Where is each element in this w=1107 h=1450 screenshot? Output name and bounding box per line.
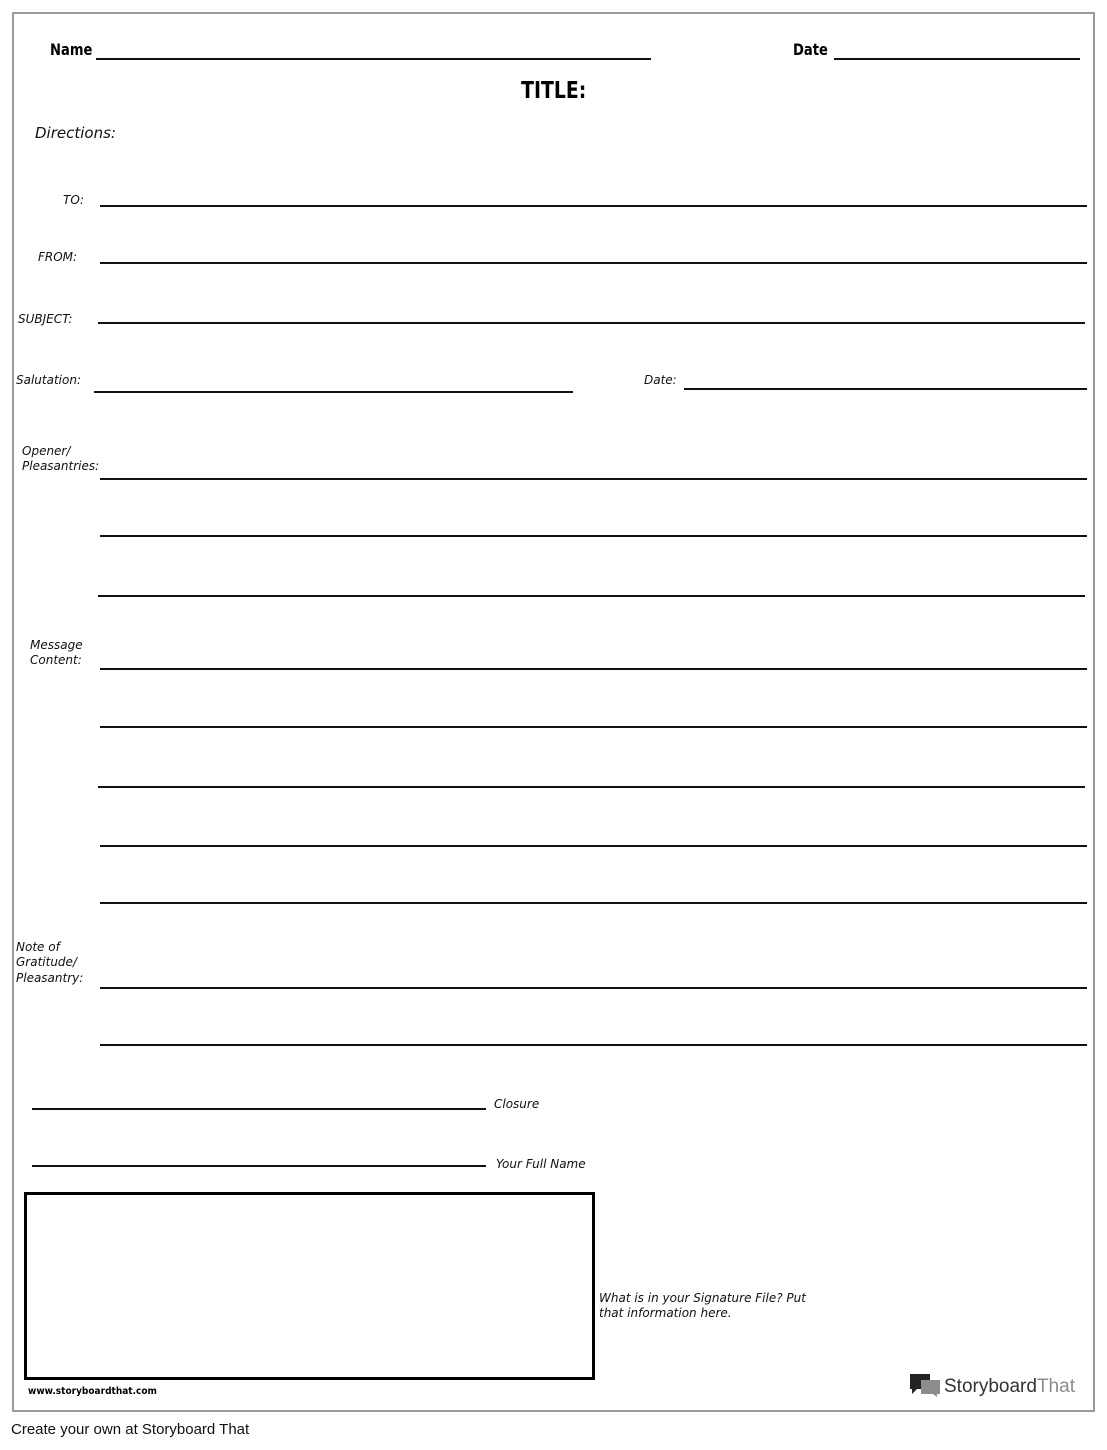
message-line-5[interactable] — [100, 902, 1087, 904]
storyboard-chat-icon — [908, 1372, 942, 1403]
note-label-line3: Pleasantry: — [16, 971, 84, 985]
signature-box[interactable] — [24, 1192, 595, 1380]
closure-line[interactable] — [32, 1108, 486, 1110]
note-label-line2: Gratitude/ — [16, 955, 77, 969]
closure-label: Closure — [494, 1097, 540, 1111]
to-label: TO: — [63, 193, 85, 207]
message-label-line1: Message — [30, 638, 83, 652]
to-line[interactable] — [100, 205, 1087, 207]
signature-prompt-line1: What is in your Signature File? Put — [599, 1291, 806, 1305]
note-line-1[interactable] — [100, 987, 1087, 989]
opener-line-3[interactable] — [98, 595, 1085, 597]
message-line-3[interactable] — [98, 786, 1085, 788]
salutation-label: Salutation: — [16, 373, 81, 387]
note-label-line1: Note of — [16, 940, 60, 954]
from-label: FROM: — [38, 250, 78, 264]
date-line[interactable] — [834, 58, 1080, 60]
message-line-4[interactable] — [100, 845, 1087, 847]
message-line-1[interactable] — [100, 668, 1087, 670]
date-label: Date — [793, 40, 828, 59]
page-title: TITLE: — [520, 78, 587, 104]
note-line-2[interactable] — [100, 1044, 1087, 1046]
subject-label: SUBJECT: — [18, 312, 73, 326]
full-name-line[interactable] — [32, 1165, 486, 1167]
from-line[interactable] — [100, 262, 1087, 264]
name-label: Name — [50, 40, 93, 59]
site-watermark: www.storyboardthat.com — [28, 1386, 157, 1397]
full-name-label: Your Full Name — [496, 1157, 586, 1171]
letter-date-line[interactable] — [684, 388, 1087, 390]
letter-date-label: Date: — [644, 373, 677, 387]
name-line[interactable] — [96, 58, 651, 60]
subject-line[interactable] — [98, 322, 1085, 324]
opener-label-line1: Opener/ — [22, 444, 71, 458]
brand-logo — [908, 1373, 1075, 1401]
opener-line-2[interactable] — [100, 535, 1087, 537]
opener-line-1[interactable] — [100, 478, 1087, 480]
message-line-2[interactable] — [100, 726, 1087, 728]
directions-label: Directions: — [35, 124, 116, 142]
message-label-line2: Content: — [30, 653, 82, 667]
salutation-line[interactable] — [94, 391, 573, 393]
brand-name: StoryboardThat — [944, 1376, 1075, 1397]
footer-text[interactable]: Create your own at Storyboard That — [11, 1421, 250, 1438]
signature-prompt-line2: that information here. — [599, 1306, 732, 1320]
opener-label-line2: Pleasantries: — [22, 459, 100, 473]
